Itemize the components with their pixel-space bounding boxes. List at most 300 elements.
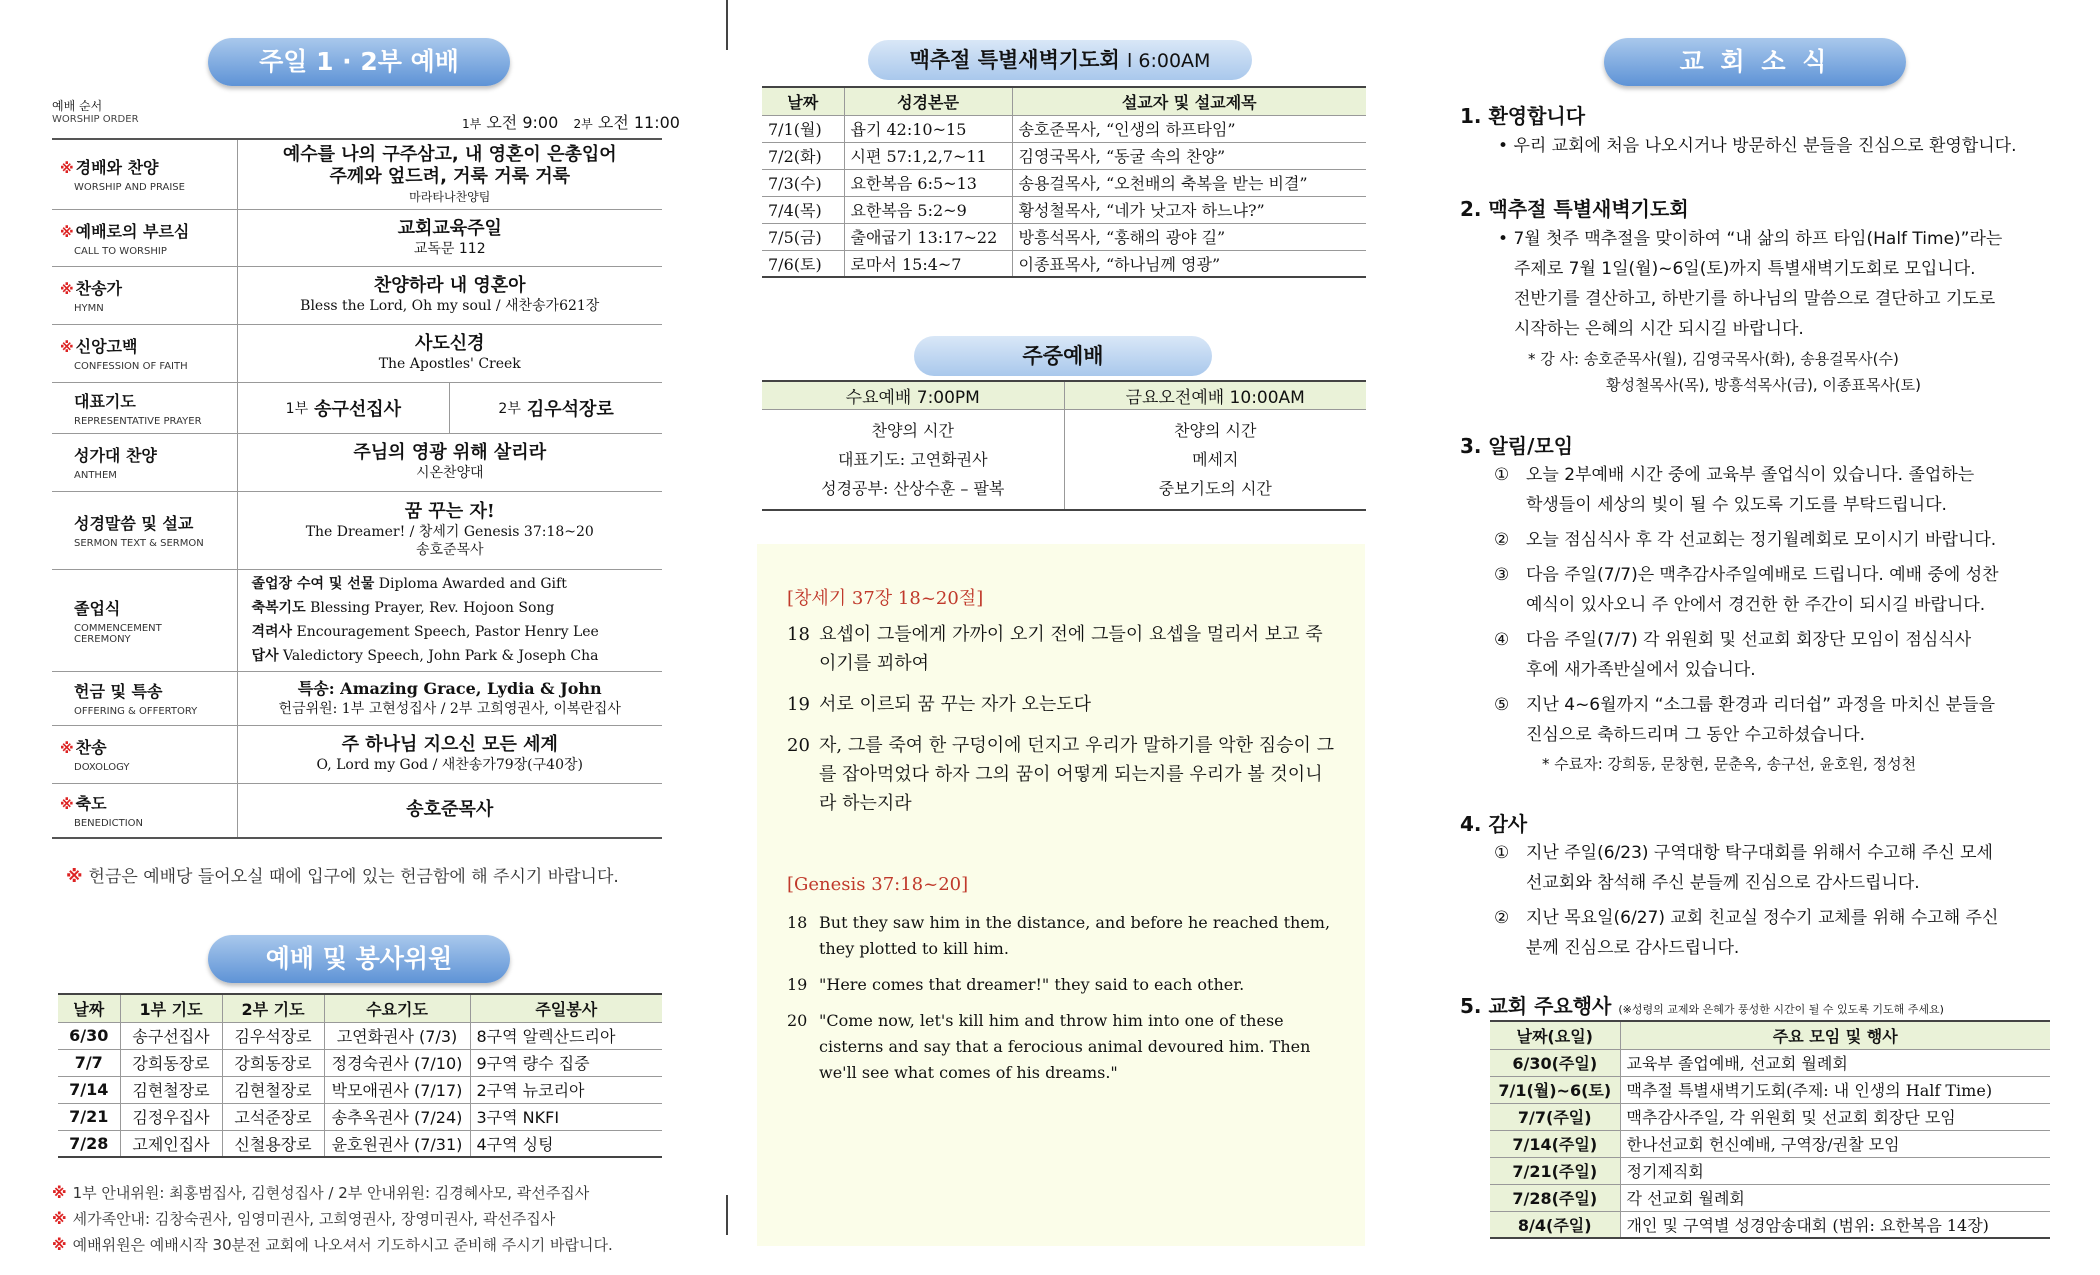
cell-date: 7/1(월)	[762, 115, 844, 142]
news-s2-line-text: 7월 첫주 맥추절을 맞이하여 “내 삶의 하프 타임(Half Time)”라는	[1513, 229, 2003, 249]
verse-text: 자, 그를 죽여 한 구덩이에 던지고 우리가 말하기를 악한 짐승이 그를 잡아먹었다 하자 그의 꿈이 어떻게 되는지를 우리가 볼 것이니라 하는지라	[819, 735, 1335, 814]
verse-text: 서로 이르되 꿈 꾸는 자가 오는도다	[819, 694, 1092, 715]
row-main: 특송: Amazing Grace, Lydia & John	[297, 679, 602, 698]
col-header: 1부 기도	[120, 994, 222, 1022]
cell: 김영국목사, “동굴 속의 찬양”	[1012, 142, 1366, 169]
servants-note	[52, 1232, 613, 1258]
cell: 개인 및 구역별 성경암송대회 (범위: 요한복음 14장)	[1620, 1211, 2050, 1238]
cell: 한나선교회 헌신예배, 구역장/권찰 모임	[1620, 1130, 2050, 1157]
order-row-value	[237, 783, 662, 838]
item-line: 선교회와 참석해 주신 분들께 진심으로 감사드립니다.	[1526, 873, 1920, 893]
cell-date: 7/21(주일)	[1490, 1157, 1620, 1184]
news-s3-heading: 3. 알림/모임	[1460, 434, 1574, 458]
col-header: 수요기도	[324, 994, 470, 1022]
row-title-en: WORSHIP AND PRAISE	[74, 182, 185, 194]
ceremony-text: Valedictory Speech, John Park & Joseph Cha	[283, 648, 599, 664]
cell-date: 7/14	[58, 1076, 120, 1103]
table-row	[58, 1049, 662, 1076]
fold-mark	[726, 0, 728, 50]
order-row-label	[52, 266, 237, 324]
ceremony-text: Blessing Prayer, Rev. Hojoon Song	[310, 600, 555, 616]
midweek-title: 주중예배	[914, 336, 1212, 376]
midweek-line: 대표기도: 고연화권사	[837, 449, 988, 469]
table-row	[1490, 1211, 2050, 1238]
row-title-en: SERMON TEXT & SERMON	[74, 538, 204, 549]
row-title-en: COMMENCEMENT CEREMONY	[74, 622, 162, 645]
news-s3-item	[1494, 625, 2074, 685]
order-row-value	[237, 139, 662, 209]
ceremony-line	[252, 644, 657, 668]
col-header: 금요오전예배 10:00AM	[1064, 381, 1366, 409]
order-row	[52, 139, 662, 209]
ceremony-item: 격려사	[251, 624, 293, 640]
cell: 김현철장로	[222, 1076, 324, 1103]
order-row	[52, 266, 662, 324]
cell: 이종표목사, “하나님께 영광”	[1012, 250, 1366, 277]
news-s5-title: 5. 교회 주요행사	[1460, 994, 1612, 1018]
row-title: 헌금 및 특송	[74, 682, 163, 701]
star-mark: ※	[60, 741, 74, 757]
order-row-label	[52, 671, 237, 725]
cell-date: 7/5(금)	[762, 223, 844, 250]
cell: 고연화권사 (7/3)	[324, 1022, 470, 1049]
table-row	[58, 1022, 662, 1049]
order-row-value	[237, 433, 662, 491]
verse	[787, 910, 1335, 962]
row-title: 예배로의 부르심	[75, 221, 190, 241]
ceremony-text: Encouragement Speech, Pastor Henry Lee	[296, 624, 599, 640]
order-row-label	[52, 382, 237, 433]
verse	[787, 972, 1335, 998]
row-title: 성가대 찬양	[74, 446, 157, 465]
order-row-label	[52, 783, 237, 838]
order-label-ko: 예배 순서	[52, 99, 103, 113]
cell: 강희동장로	[120, 1049, 222, 1076]
events-header-row	[1490, 1021, 2050, 1049]
news-s4-list	[1494, 838, 2074, 963]
row-title: 경배와 찬양	[75, 158, 159, 178]
verse-text: But they saw him in the distance, and before he reached them, they plotted to kill him.	[819, 913, 1331, 958]
order-row-label	[52, 433, 237, 491]
news-s3-item	[1494, 460, 2074, 520]
cell-date: 6/30(주일)	[1490, 1049, 1620, 1076]
servants-note	[52, 1206, 613, 1232]
order-label	[52, 97, 139, 125]
cell: 요한복음 5:2~9	[844, 196, 1012, 223]
item-line: 지난 4~6월까지 “소그룹 환경과 리더쉽” 과정을 마치신 분들을	[1526, 695, 1996, 715]
col-header: 날짜	[58, 994, 120, 1022]
table-row	[762, 115, 1366, 142]
midweek-fri	[1064, 409, 1366, 510]
verse-number: 18	[787, 913, 808, 932]
row-title-en: HYMN	[74, 303, 104, 314]
cell: 황성철목사, “네가 낫고자 하느냐?”	[1012, 196, 1366, 223]
cell: 고석준장로	[222, 1103, 324, 1130]
table-row	[762, 223, 1366, 250]
verse-number: 20	[787, 735, 810, 756]
verse-number: 19	[787, 694, 810, 715]
row-main: 예수를 나의 구주삼고, 내 영혼이 은총입어	[282, 143, 617, 165]
row-title: 찬송	[75, 738, 107, 757]
order-row-value	[237, 382, 662, 433]
item-marker: ⑤	[1494, 695, 1510, 715]
cell: 3구역 NKFI	[470, 1103, 662, 1130]
order-row-value	[237, 491, 662, 569]
midweek-line: 메세지	[1192, 449, 1239, 469]
cell: 신철용장로	[222, 1130, 324, 1157]
midweek-line: 찬양의 시간	[1174, 420, 1257, 440]
cell: 2구역 뉴코리아	[470, 1076, 662, 1103]
col-header: 날짜(요일)	[1490, 1021, 1620, 1049]
news-s2-line: 전반기를 결산하고, 하반기를 하나님의 말씀으로 결단하고 기도로	[1514, 289, 1996, 309]
row-main: 찬양하라 내 영혼아	[373, 275, 526, 296]
cell: 로마서 15:4~7	[844, 250, 1012, 277]
order-row-label	[52, 139, 237, 209]
table-row	[1490, 1049, 2050, 1076]
table-row	[762, 196, 1366, 223]
service-times	[462, 110, 680, 133]
row-sub: 헌금위원: 1부 고현성집사 / 2부 고희영권사, 이복란집사	[278, 701, 621, 717]
news-s5-note: (※성령의 교제와 은혜가 풍성한 시간이 될 수 있도록 기도해 주세요)	[1618, 1003, 1944, 1016]
cell: 각 선교회 월례회	[1620, 1184, 2050, 1211]
col-header: 설교자 및 설교제목	[1012, 87, 1366, 115]
midweek-line: 성경공부: 산상수훈 – 팔복	[821, 478, 1005, 498]
cell: 고제인집사	[120, 1130, 222, 1157]
item-line: 다음 주일(7/7)은 맥추감사주일예배로 드립니다. 예배 중에 성찬	[1526, 565, 1999, 585]
servants-notes	[52, 1180, 613, 1258]
offering-note	[66, 862, 619, 887]
row-title: 신앙고백	[75, 337, 138, 356]
order-row-label	[52, 725, 237, 783]
midweek-header-row	[762, 381, 1366, 409]
note-mark: ※	[52, 1210, 67, 1228]
cell-date: 7/7(주일)	[1490, 1103, 1620, 1130]
midweek-wed	[762, 409, 1064, 510]
row-sub-2: 송호준목사	[415, 542, 484, 558]
service-1-label: 1부	[462, 117, 482, 131]
row-title-en: CONFESSION OF FAITH	[74, 361, 188, 372]
star-mark: ※	[60, 224, 74, 241]
item-marker: ②	[1494, 908, 1510, 928]
ceremony-line	[252, 572, 657, 596]
events-table	[1490, 1020, 2050, 1239]
ceremony-item: 졸업장 수여 및 선물	[251, 576, 375, 592]
item-line: 지난 주일(6/23) 구역대항 탁구대회를 위해서 수고해 주신 모세	[1526, 843, 1993, 863]
table-row	[1490, 1157, 2050, 1184]
verse-text: "Here comes that dreamer!" they said to each other.	[819, 975, 1245, 994]
cell: 송용걸목사, “오천배의 축복을 받는 비결”	[1012, 169, 1366, 196]
cell: 4구역 싱팅	[470, 1130, 662, 1157]
cell: 시편 57:1,2,7~11	[844, 142, 1012, 169]
row-title-en: OFFERING & OFFERTORY	[74, 706, 198, 717]
row-main: 주님의 영광 위해 살리라	[353, 442, 547, 463]
cell: 출애굽기 13:17~22	[844, 223, 1012, 250]
table-row	[58, 1103, 662, 1130]
scripture-ko	[787, 620, 1335, 818]
order-row	[52, 433, 662, 491]
star-mark: ※	[60, 797, 74, 814]
order-row	[52, 671, 662, 725]
dawn-header-row	[762, 87, 1366, 115]
news-s5-heading	[1460, 990, 1944, 1019]
verse-number: 20	[787, 1011, 808, 1030]
cell: 정경숙권사 (7/10)	[324, 1049, 470, 1076]
table-row	[762, 142, 1366, 169]
cell: 요한복음 6:5~13	[844, 169, 1012, 196]
prayer-1	[238, 383, 451, 433]
item-marker: ①	[1494, 843, 1510, 863]
item-line: 다음 주일(7/7) 각 위원회 및 선교회 회장단 모임이 점심식사	[1526, 630, 1972, 650]
ceremony-line	[252, 620, 657, 644]
row-title-en: BENEDICTION	[74, 818, 144, 830]
news-s2-line: 주제로 7월 1일(월)~6일(토)까지 특별새벽기도회로 모입니다.	[1514, 259, 1976, 279]
scripture-ko-ref: [창세기 37장 18~20절]	[787, 588, 984, 609]
cell-date: 6/30	[58, 1022, 120, 1049]
item-line: 후에 새가족반실에서 있습니다.	[1526, 660, 1756, 680]
star-mark: ※	[60, 340, 74, 356]
midweek-line: 찬양의 시간	[871, 420, 954, 440]
service-2-time: 오전 11:00	[597, 113, 680, 132]
cell-date: 7/3(수)	[762, 169, 844, 196]
scripture-box	[757, 544, 1365, 1246]
cell: 교육부 졸업예배, 선교회 월례회	[1620, 1049, 2050, 1076]
cell: 윤호원권사 (7/31)	[324, 1130, 470, 1157]
news-s3-graduates: * 수료자: 강희동, 문창현, 문춘옥, 송구선, 윤호원, 정성천	[1542, 755, 1917, 773]
row-title-en: CALL TO WORSHIP	[74, 245, 167, 257]
item-marker: ①	[1494, 465, 1510, 485]
col-header: 주요 모임 및 행사	[1620, 1021, 2050, 1049]
verse	[787, 620, 1335, 678]
news-s1-text: • 우리 교회에 처음 나오시거나 방문하신 분들을 진심으로 환영합니다.	[1498, 136, 2017, 156]
news-s3-item	[1494, 560, 2074, 620]
order-row	[52, 324, 662, 382]
verse-text: 요셉이 그들에게 가까이 오기 전에 그들이 요셉을 멀리서 보고 죽이기를 꾀하여	[819, 624, 1323, 674]
cell: 8구역 알렉산드리아	[470, 1022, 662, 1049]
cell: 송구선집사	[120, 1022, 222, 1049]
item-line: 예식이 있사오니 주 안에서 경건한 한 주간이 되시길 바랍니다.	[1526, 595, 1986, 615]
verse-number: 18	[787, 624, 810, 645]
row-sub: O, Lord my God / 새찬송가79장(구40장)	[316, 757, 583, 773]
servants-note-text: 세가족안내: 김창숙권사, 임영미권사, 고희영권사, 장영미권사, 곽선주집사	[72, 1210, 556, 1228]
star-mark: ※	[60, 282, 74, 298]
cell-date: 7/1(월)~6(토)	[1490, 1076, 1620, 1103]
cell: 김우석장로	[222, 1022, 324, 1049]
order-row-value	[237, 671, 662, 725]
news-s3-item	[1494, 525, 2074, 555]
row-title-en: DOXOLOGY	[74, 762, 130, 773]
cell-date: 7/6(토)	[762, 250, 844, 277]
row-main: 송호준목사	[406, 799, 494, 821]
prayer-2-name: 김우석장로	[526, 398, 614, 420]
servants-note-text: 1부 안내위원: 최홍범집사, 김현성집사 / 2부 안내위원: 김경혜사모, 곽선주집사	[72, 1184, 590, 1202]
midweek-table	[762, 380, 1366, 511]
cell-date: 8/4(주일)	[1490, 1211, 1620, 1238]
cell: 송추옥권사 (7/24)	[324, 1103, 470, 1130]
worship-order-table	[52, 138, 662, 839]
order-row-label	[52, 569, 237, 671]
item-marker: ②	[1494, 530, 1510, 550]
col-header: 주일봉사	[470, 994, 662, 1022]
note-mark: ※	[66, 867, 83, 887]
verse	[787, 690, 1335, 719]
order-row	[52, 491, 662, 569]
table-row	[1490, 1076, 2050, 1103]
row-main: 꿈 꾸는 자!	[404, 501, 495, 522]
col-header: 성경본문	[844, 87, 1012, 115]
order-row-value	[237, 266, 662, 324]
note-mark: ※	[52, 1236, 67, 1254]
order-row-value	[237, 209, 662, 266]
item-marker: ④	[1494, 630, 1510, 650]
verse-number: 19	[787, 975, 808, 994]
table-row	[762, 169, 1366, 196]
servants-header-row	[58, 994, 662, 1022]
row-title: 축도	[75, 794, 107, 814]
verse-text: "Come now, let's kill him and throw him into one of these cisterns and say that a ferocious animal devoured him. Then we'll see what comes of his dreams."	[819, 1011, 1311, 1082]
order-row	[52, 382, 662, 433]
table-row	[1490, 1103, 2050, 1130]
servants-note-text: 예배위원은 예배시작 30분전 교회에 나오셔서 기도하시고 준비해 주시기 바랍니다.	[72, 1236, 613, 1254]
item-line: 오늘 2부예배 시간 중에 교육부 졸업식이 있습니다. 졸업하는	[1526, 465, 1975, 485]
cell: 욥기 42:10~15	[844, 115, 1012, 142]
row-title: 성경말씀 및 설교	[74, 514, 194, 533]
prayer-1-name: 송구선집사	[314, 398, 402, 420]
news-title: 교 회 소 식	[1604, 38, 1906, 86]
cell-date: 7/28(주일)	[1490, 1184, 1620, 1211]
row-title: 졸업식	[74, 598, 121, 618]
fold-mark	[726, 1195, 728, 1235]
dawn-prayer-table	[762, 86, 1366, 278]
col-header: 2부 기도	[222, 994, 324, 1022]
service-1-time: 오전 9:00	[486, 113, 559, 132]
item-line: 지난 목요일(6/27) 교회 친교실 정수기 교체를 위해 수고해 주신	[1526, 908, 1999, 928]
row-title-en: ANTHEM	[74, 470, 117, 481]
cell: 박모애권사 (7/17)	[324, 1076, 470, 1103]
col-header: 수요예배 7:00PM	[762, 381, 1064, 409]
row-sub: Bless the Lord, Oh my soul / 새찬송가621장	[300, 298, 600, 314]
speakers-line: * 강 사: 송호준목사(월), 김영국목사(화), 송용걸목사(수)	[1528, 350, 1899, 368]
scripture-en-ref: [Genesis 37:18~20]	[787, 874, 969, 895]
ceremony-item: 축복기도	[251, 600, 306, 616]
news-s1-text-content: 우리 교회에 처음 나오시거나 방문하신 분들을 진심으로 환영합니다.	[1513, 136, 2017, 156]
cell: 김정우집사	[120, 1103, 222, 1130]
row-main: 사도신경	[414, 333, 485, 354]
scripture-en	[787, 910, 1335, 1086]
order-label-en: WORSHIP ORDER	[52, 114, 139, 125]
cell-date: 7/21	[58, 1103, 120, 1130]
midweek-body-row	[762, 409, 1366, 510]
order-row-label	[52, 491, 237, 569]
item-line: 오늘 점심식사 후 각 선교회는 정기월례회로 모이시기 바랍니다.	[1526, 530, 1997, 550]
cell: 강희동장로	[222, 1049, 324, 1076]
servants-note	[52, 1180, 613, 1206]
news-s4-item	[1494, 838, 2074, 898]
order-row	[52, 209, 662, 266]
order-row	[52, 725, 662, 783]
prayer-1-svc: 1부	[285, 400, 309, 417]
dawn-prayer-title	[868, 40, 1252, 80]
item-line: 진심으로 축하드리며 그 동안 수고하셨습니다.	[1526, 725, 1866, 745]
news-s4-item	[1494, 903, 2074, 963]
order-row-label	[52, 324, 237, 382]
worship-title: 주일 1 · 2부 예배	[208, 38, 510, 86]
star-mark: ※	[60, 161, 74, 178]
prayer-2-svc: 2부	[498, 400, 521, 417]
cell: 송호준목사, “인생의 하프타임”	[1012, 115, 1366, 142]
note-mark: ※	[52, 1184, 67, 1202]
order-row-label	[52, 209, 237, 266]
news-s1-heading: 1. 환영합니다	[1460, 104, 1586, 128]
row-sub: The Apostles' Creek	[378, 356, 521, 372]
row-sub: 마라타나찬양팀	[409, 189, 491, 204]
order-row	[52, 569, 662, 671]
news-s3-list	[1494, 460, 2074, 750]
row-sub: 교독문 112	[413, 240, 486, 257]
order-row-value	[237, 725, 662, 783]
ceremony-text: Diploma Awarded and Gift	[378, 576, 567, 592]
dawn-time: l 6:00AM	[1127, 50, 1211, 72]
order-row-value	[237, 569, 662, 671]
cell: 9구역 량수 집중	[470, 1049, 662, 1076]
cell-date: 7/4(목)	[762, 196, 844, 223]
midweek-line: 중보기도의 시간	[1158, 478, 1272, 498]
speakers-line: 황성철목사(목), 방흥석목사(금), 이종표목사(토)	[1606, 376, 1922, 394]
row-title: 찬송가	[75, 279, 122, 298]
row-main: 교회교육주일	[397, 217, 502, 239]
item-marker: ③	[1494, 565, 1510, 585]
cell-date: 7/28	[58, 1130, 120, 1157]
item-line: 학생들이 세상의 빛이 될 수 있도록 기도를 부탁드립니다.	[1526, 495, 1947, 515]
news-s2-heading: 2. 맥추절 특별새벽기도회	[1460, 197, 1689, 221]
cell-date: 7/7	[58, 1049, 120, 1076]
servants-title: 예배 및 봉사위원	[208, 935, 510, 983]
cell: 정기제직회	[1620, 1157, 2050, 1184]
cell-date: 7/14(주일)	[1490, 1130, 1620, 1157]
offering-note-text: 헌금은 예배당 들어오실 때에 입구에 있는 헌금함에 해 주시기 바랍니다.	[88, 867, 619, 887]
table-row	[1490, 1130, 2050, 1157]
table-row	[1490, 1184, 2050, 1211]
order-row-value	[237, 324, 662, 382]
news-s2-line: • 7월 첫주 맥추절을 맞이하여 “내 삶의 하프 타임(Half Time)”라는	[1498, 229, 2003, 249]
item-line: 분께 진심으로 감사드립니다.	[1526, 938, 1740, 958]
col-header: 날짜	[762, 87, 844, 115]
table-row	[762, 250, 1366, 277]
row-sub: The Dreamer! / 창세기 Genesis 37:18~20	[305, 524, 594, 540]
row-main-2: 주께와 엎드려, 거룩 거룩 거룩	[329, 165, 571, 187]
cell: 맥추절 특별새벽기도회(주제: 내 인생의 Half Time)	[1620, 1076, 2050, 1103]
prayer-2	[450, 383, 662, 433]
news-s2-text	[1498, 224, 2068, 344]
service-2-label: 2부	[573, 117, 593, 131]
news-s4-heading: 4. 감사	[1460, 812, 1528, 836]
order-row	[52, 783, 662, 838]
table-row	[58, 1076, 662, 1103]
news-s2-line: 시작하는 은혜의 시간 되시길 바랍니다.	[1514, 319, 1804, 339]
row-title: 대표기도	[74, 391, 136, 411]
row-sub: 시온찬양대	[415, 465, 484, 481]
verse	[787, 1008, 1335, 1086]
verse	[787, 731, 1335, 818]
row-title-en: REPRESENTATIVE PRAYER	[74, 415, 202, 427]
row-main: 주 하나님 지으신 모든 세계	[341, 734, 558, 755]
cell: 방흥석목사, “홍해의 광야 길”	[1012, 223, 1366, 250]
cell-date: 7/2(화)	[762, 142, 844, 169]
table-row	[58, 1130, 662, 1157]
cell: 맥추감사주일, 각 위원회 및 선교회 회장단 모임	[1620, 1103, 2050, 1130]
dawn-title-text: 맥추절 특별새벽기도회	[909, 48, 1120, 72]
news-s2-speakers	[1528, 346, 1921, 398]
ceremony-line	[252, 596, 657, 620]
